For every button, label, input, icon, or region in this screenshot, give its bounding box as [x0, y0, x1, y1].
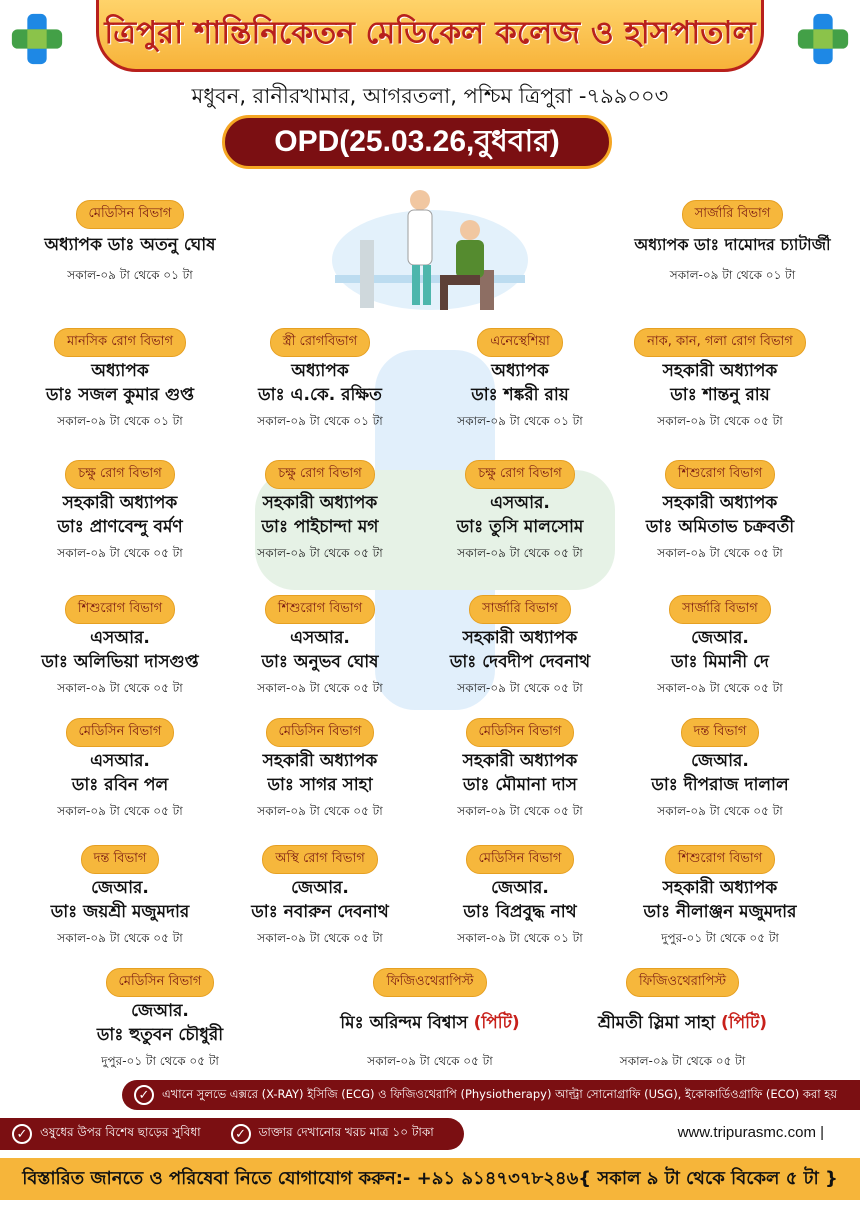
doctor-name: ডাঃ রবিন পল [71, 775, 169, 795]
opd-time: সকাল-০৯ টা থেকে ০৫ টা [257, 931, 383, 945]
doctor-card [20, 718, 220, 823]
doctor-name: ডাঃ মৌমানা দাস [462, 775, 578, 795]
doctor-name: ডাঃ তুসি মালসোম [456, 517, 584, 537]
opd-time: সকাল-০৯ টা থেকে ০৫ টা [57, 546, 183, 560]
opd-time: সকাল-০৯ টা থেকে ০৫ টা [257, 546, 383, 560]
department-badge: সার্জারি বিভাগ [469, 595, 571, 624]
opd-time: সকাল-০৯ টা থেকে ০১ টা [457, 931, 583, 945]
doctor-card [220, 460, 420, 565]
doctor-name: ডাঃ পাইচান্দা মগ [261, 517, 379, 537]
doctor-card [315, 968, 545, 1073]
department-badge: দন্ত বিভাগ [681, 718, 760, 747]
doctor-designation: সহকারী অধ্যাপক [462, 751, 578, 771]
doctor-patient-illustration [330, 180, 530, 315]
doctor-card [625, 200, 840, 287]
department-badge: চক্ষু রোগ বিভাগ [265, 460, 374, 489]
doctor-designation: সহকারী অধ্যাপক [262, 493, 378, 513]
check-circle-icon: ✓ [12, 1124, 32, 1144]
doctor-name: ডাঃ সজল কুমার গুপ্ত [45, 385, 195, 405]
department-badge: নাক, কান, গলা রোগ বিভাগ [634, 328, 806, 357]
opd-time: সকাল-০৯ টা থেকে ০৫ টা [57, 804, 183, 818]
department-badge: মেডিসিন বিভাগ [466, 718, 575, 747]
pt-tag: (পিটি) [720, 1013, 768, 1033]
website-link[interactable]: www.tripurasmc.com | [677, 1124, 824, 1141]
doctor-name: মিঃ অরিন্দম বিশ্বাস [340, 1013, 468, 1033]
doctor-designation: সহকারী অধ্যাপক [662, 493, 778, 513]
doctor-card [620, 328, 820, 433]
department-badge: অস্থি রোগ বিভাগ [262, 845, 378, 874]
doctor-card [620, 595, 820, 700]
plus-logo-icon [794, 10, 852, 68]
opd-time: সকাল-০৯ টা থেকে ০৫ টা [457, 681, 583, 695]
opd-time: সকাল-০৯ টা থেকে ০৫ টা [57, 681, 183, 695]
contact-text: বিস্তারিত জানতে ও পরিষেবা নিতে যোগাযোগ করুন:- +৯১ ৯১৪৭৩৭৮২৪৬{ সকাল ৯ টা থেকে বিকেল ৫ টা } [22, 1167, 838, 1189]
opd-time: সকাল-০৯ টা থেকে ০৫ টা [367, 1054, 493, 1068]
doctor-card [220, 328, 420, 433]
doctor-name: ডাঃ নবারুন দেবনাথ [251, 902, 389, 922]
department-badge: শিশুরোগ বিভাগ [665, 460, 775, 489]
opd-time: সকাল-০৯ টা থেকে ০১ টা [57, 414, 183, 428]
medicine-discount: ওষুধের উপর বিশেষ ছাড়ের সুবিধা [40, 1125, 201, 1139]
doctor-designation: সহকারী অধ্যাপক [662, 878, 778, 898]
opd-time: সকাল-০৯ টা থেকে ০৫ টা [657, 414, 783, 428]
doctor-name: ডাঃ মিমানী দে [671, 652, 769, 672]
doctor-card [20, 845, 220, 950]
doctor-card [420, 718, 620, 823]
doctor-card [620, 460, 820, 565]
doctor-name: ডাঃ দীপরাজ দালাল [651, 775, 789, 795]
opd-time: দুপুর-০১ টা থেকে ০৫ টা [101, 1054, 219, 1068]
plus-logo-icon [8, 10, 66, 68]
doctor-name: ডাঃ শঙ্করী রায় [471, 385, 569, 405]
department-badge: এনেস্থেশিয়া [477, 328, 563, 357]
doctor-card [220, 845, 420, 950]
doctor-fee: ডাক্তার দেখানোর খরচ মাত্র ১০ টাকা [258, 1125, 434, 1139]
doctor-name: শ্রীমতী স্লিমা সাহা [597, 1013, 716, 1033]
doctor-card [20, 460, 220, 565]
doctor-name: ডাঃ শান্তনু রায় [670, 385, 770, 405]
department-badge: ফিজিওথেরাপিস্ট [373, 968, 486, 997]
doctor-card [220, 718, 420, 823]
department-badge: মেডিসিন বিভাগ [466, 845, 575, 874]
department-badge: মানসিক রোগ বিভাগ [54, 328, 186, 357]
doctor-name: ডাঃ দেবদীপ দেবনাথ [449, 652, 591, 672]
doctor-designation: অধ্যাপক [91, 361, 149, 381]
doctor-name: ডাঃ জয়শ্রী মজুমদার [50, 902, 190, 922]
department-badge: মেডিসিন বিভাগ [66, 718, 175, 747]
doctor-name: ডাঃ সাগর সাহা [267, 775, 373, 795]
department-badge: চক্ষু রোগ বিভাগ [465, 460, 574, 489]
department-badge: মেডিসিন বিভাগ [76, 200, 185, 229]
doctor-name: ডাঃ অমিতাভ চক্রবর্তী [645, 517, 795, 537]
doctor-designation: জেআর. [691, 628, 749, 648]
doctor-card [420, 845, 620, 950]
doctor-designation: জেআর. [491, 878, 549, 898]
address: মধুবন, রানীরখামার, আগরতলা, পশ্চিম ত্রিপুরা -৭৯৯০০৩ [191, 84, 669, 108]
department-badge: মেডিসিন বিভাগ [266, 718, 375, 747]
doctor-name: ডাঃ বিপ্রবুদ্ধ নাথ [463, 902, 577, 922]
opd-time: সকাল-০৯ টা থেকে ০৫ টা [657, 546, 783, 560]
check-circle-icon: ✓ [134, 1085, 154, 1105]
opd-time: সকাল-০৯ টা থেকে ০১ টা [457, 414, 583, 428]
facilities-text: এখানে সুলভে এক্সরে (X-RAY) ইসিজি (ECG) ও ফিজিওথেরাপি (Physiotherapy) আল্ট্রা সোনোগ্রাফি (USG), ইকোকার্ডিওগ্রাফি (ECO) করা হয় [162, 1086, 838, 1101]
doctor-designation: জেআর. [131, 1001, 189, 1021]
opd-time: সকাল-০৯ টা থেকে ০৫ টা [457, 546, 583, 560]
doctor-card [420, 328, 620, 433]
opd-time: সকাল-০৯ টা থেকে ০৫ টা [457, 804, 583, 818]
opd-time: সকাল-০৯ টা থেকে ০৫ টা [57, 931, 183, 945]
doctor-card [30, 200, 230, 287]
opd-time: সকাল-০৯ টা থেকে ০৫ টা [619, 1054, 746, 1068]
header-banner [96, 0, 764, 72]
department-badge: শিশুরোগ বিভাগ [65, 595, 175, 624]
doctor-card [565, 968, 800, 1073]
doctor-designation: এসআর. [490, 493, 550, 513]
department-badge: সার্জারি বিভাগ [669, 595, 771, 624]
opd-time: সকাল-০৯ টা থেকে ০৫ টা [657, 681, 783, 695]
doctor-designation: সহকারী অধ্যাপক [62, 493, 178, 513]
department-badge: সার্জারি বিভাগ [682, 200, 784, 229]
doctor-designation: সহকারী অধ্যাপক [662, 361, 778, 381]
doctor-card [620, 845, 820, 950]
doctor-card [420, 460, 620, 565]
department-badge: শিশুরোগ বিভাগ [665, 845, 775, 874]
offers-bar [0, 1118, 464, 1150]
hospital-title: ত্রিপুরা শান্তিনিকেতন মেডিকেল কলেজ ও হাসপাতাল [104, 14, 756, 51]
opd-date: OPD(25.03.26,বুধবার) [274, 124, 560, 158]
doctor-name: ডাঃ নীলাঞ্জন মজুমদার [643, 902, 797, 922]
check-circle-icon: ✓ [231, 1124, 251, 1144]
doctor-designation: এসআর. [90, 751, 150, 771]
doctor-card [20, 595, 220, 700]
opd-time: সকাল-০৯ টা থেকে ০৫ টা [657, 804, 783, 818]
doctor-name: ডাঃ অনুভব ঘোষ [261, 652, 379, 672]
department-badge: চক্ষু রোগ বিভাগ [65, 460, 174, 489]
doctor-designation: সহকারী অধ্যাপক [262, 751, 378, 771]
department-badge: শিশুরোগ বিভাগ [265, 595, 375, 624]
opd-time: সকাল-০৯ টা থেকে ০১ টা [669, 268, 796, 282]
doctor-name: অধ্যাপক ডাঃ অতনু ঘোষ [44, 235, 216, 255]
department-badge: দন্ত বিভাগ [81, 845, 160, 874]
doctor-designation: জেআর. [91, 878, 149, 898]
facilities-bar [122, 1080, 860, 1110]
opd-time: দুপুর-০১ টা থেকে ০৫ টা [661, 931, 779, 945]
doctor-card [620, 718, 820, 823]
pt-tag: (পিটি) [473, 1013, 520, 1033]
doctor-designation: অধ্যাপক [291, 361, 349, 381]
doctor-name: ডাঃ এ.কে. রক্ষিত [258, 385, 382, 405]
opd-time: সকাল-০৯ টা থেকে ০১ টা [67, 268, 193, 282]
doctor-designation: এসআর. [90, 628, 150, 648]
department-badge: ফিজিওথেরাপিস্ট [626, 968, 739, 997]
doctor-designation: জেআর. [691, 751, 749, 771]
doctor-card [60, 968, 260, 1073]
doctor-name: অধ্যাপক ডাঃ দামোদর চ্যাটার্জী [634, 235, 831, 254]
doctor-designation: সহকারী অধ্যাপক [462, 628, 578, 648]
doctor-name: ডাঃ হুতুবন চৌধুরী [96, 1025, 224, 1045]
doctor-name: ডাঃ প্রাণবেন্দু বর্মণ [57, 517, 183, 537]
doctor-name-line [315, 1011, 545, 1035]
doctor-name-line [565, 1011, 800, 1035]
doctor-card [20, 328, 220, 433]
doctor-card [420, 595, 620, 700]
department-badge: মেডিসিন বিভাগ [106, 968, 215, 997]
doctor-designation: অধ্যাপক [491, 361, 549, 381]
opd-date-banner [222, 115, 612, 169]
doctor-card [220, 595, 420, 700]
contact-bar [0, 1158, 860, 1200]
doctor-designation: জেআর. [291, 878, 349, 898]
doctor-name: ডাঃ অলিভিয়া দাসগুপ্ত [41, 652, 199, 672]
department-badge: স্ত্রী রোগবিভাগ [270, 328, 370, 357]
opd-time: সকাল-০৯ টা থেকে ০১ টা [257, 414, 383, 428]
opd-time: সকাল-০৯ টা থেকে ০৫ টা [257, 804, 383, 818]
opd-time: সকাল-০৯ টা থেকে ০৫ টা [257, 681, 383, 695]
doctor-designation: এসআর. [290, 628, 350, 648]
